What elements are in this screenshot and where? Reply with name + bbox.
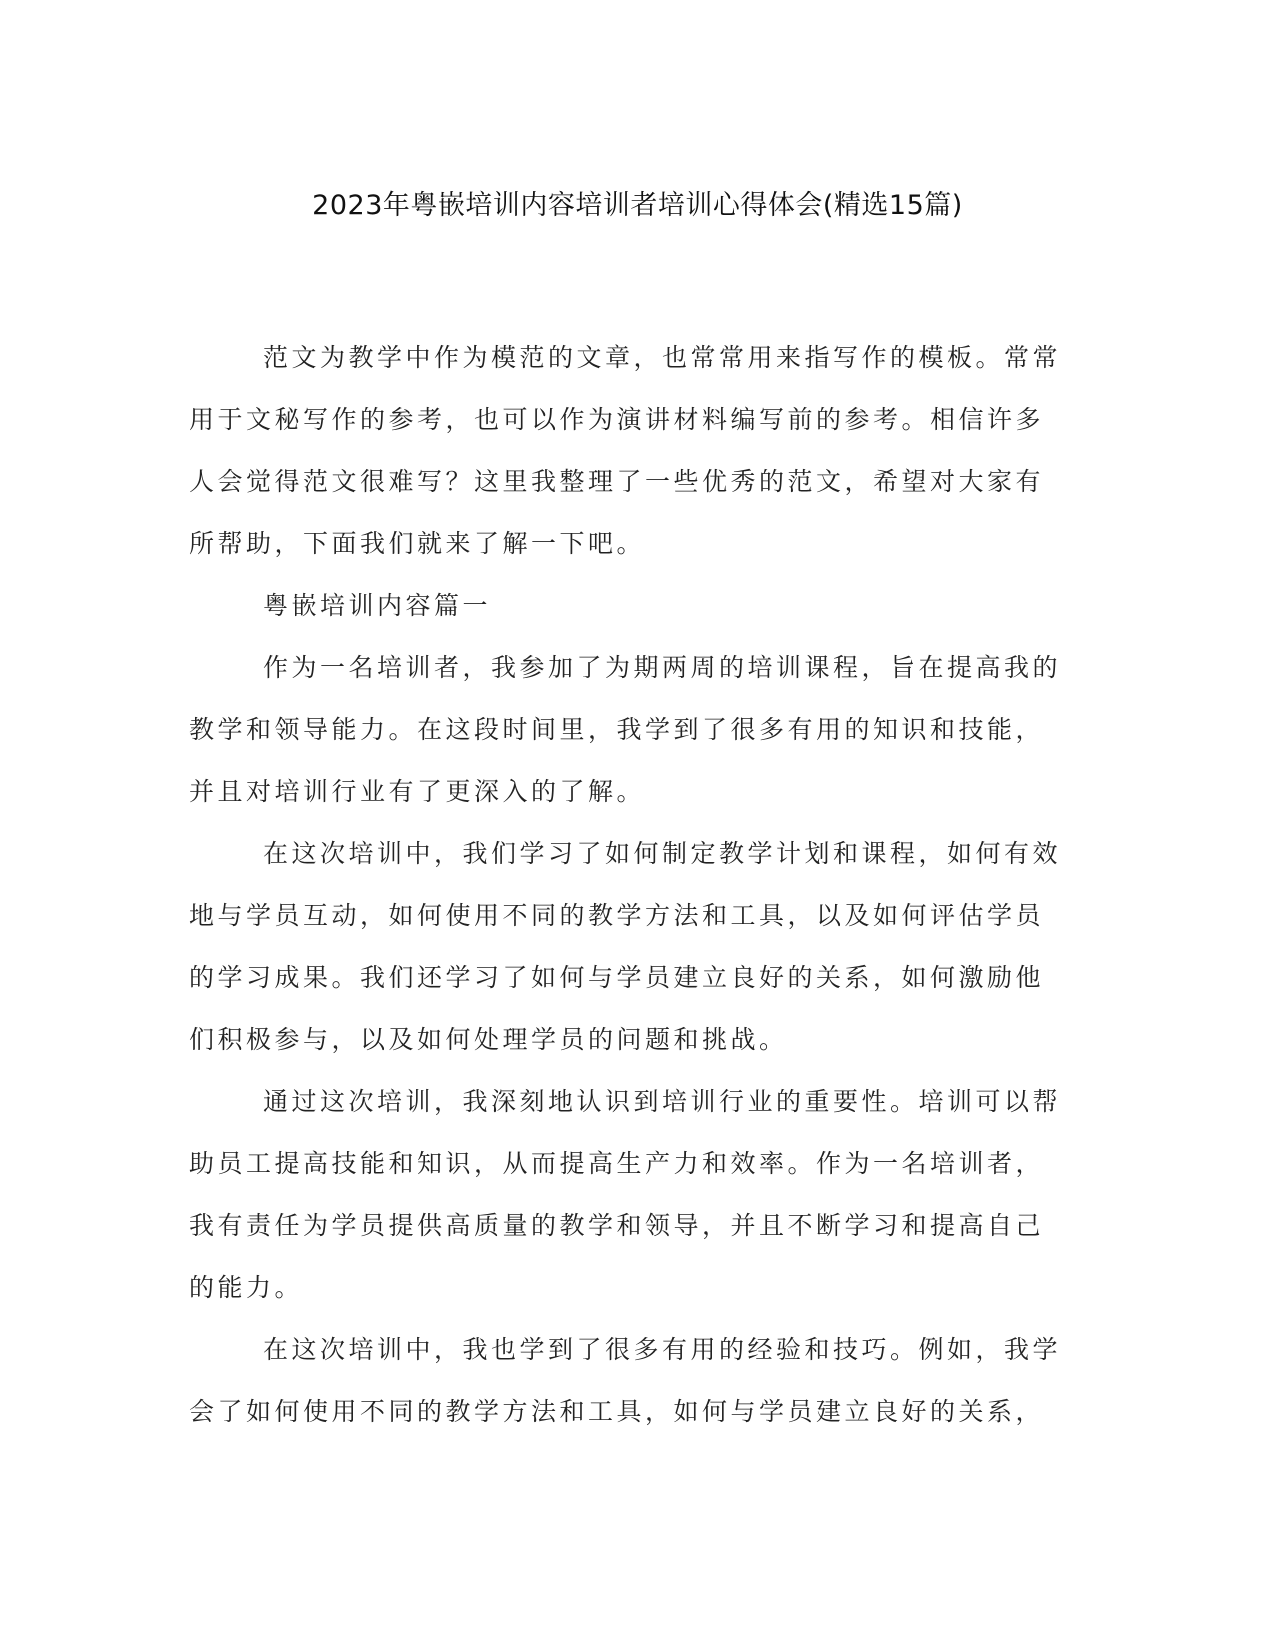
paragraph-line: 助员工提高技能和知识，从而提高生产力和效率。作为一名培训者， bbox=[189, 1149, 1045, 1178]
intro-paragraph-line: 所帮助，下面我们就来了解一下吧。 bbox=[189, 529, 646, 558]
section-heading: 粤嵌培训内容篇一 bbox=[263, 591, 492, 620]
paragraph-line: 的能力。 bbox=[189, 1273, 304, 1302]
intro-paragraph-line: 用于文秘写作的参考，也可以作为演讲材料编写前的参考。相信许多 bbox=[189, 405, 1045, 434]
document-body bbox=[189, 327, 1089, 1443]
paragraph-line: 会了如何使用不同的教学方法和工具，如何与学员建立良好的关系， bbox=[189, 1397, 1045, 1426]
paragraph-line: 的学习成果。我们还学习了如何与学员建立良好的关系，如何激励他 bbox=[189, 963, 1045, 992]
paragraph-line: 教学和领导能力。在这段时间里，我学到了很多有用的知识和技能， bbox=[189, 715, 1045, 744]
paragraph-line: 作为一名培训者，我参加了为期两周的培训课程，旨在提高我的 bbox=[263, 653, 1062, 682]
paragraph-line: 通过这次培训，我深刻地认识到培训行业的重要性。培训可以帮 bbox=[263, 1087, 1062, 1116]
paragraph-line: 我有责任为学员提供高质量的教学和领导，并且不断学习和提高自己 bbox=[189, 1211, 1045, 1240]
intro-paragraph-line: 人会觉得范文很难写？这里我整理了一些优秀的范文，希望对大家有 bbox=[189, 467, 1045, 496]
document-title: 2023年粤嵌培训内容培训者培训心得体会(精选15篇) bbox=[312, 190, 963, 221]
paragraph-line: 在这次培训中，我也学到了很多有用的经验和技巧。例如，我学 bbox=[263, 1335, 1062, 1364]
paragraph-line: 在这次培训中，我们学习了如何制定教学计划和课程，如何有效 bbox=[263, 839, 1062, 868]
paragraph-line: 地与学员互动，如何使用不同的教学方法和工具，以及如何评估学员 bbox=[189, 901, 1045, 930]
intro-paragraph-line: 范文为教学中作为模范的文章，也常常用来指写作的模板。常常 bbox=[263, 343, 1062, 372]
paragraph-line: 们积极参与，以及如何处理学员的问题和挑战。 bbox=[189, 1025, 788, 1054]
paragraph-line: 并且对培训行业有了更深入的了解。 bbox=[189, 777, 646, 806]
